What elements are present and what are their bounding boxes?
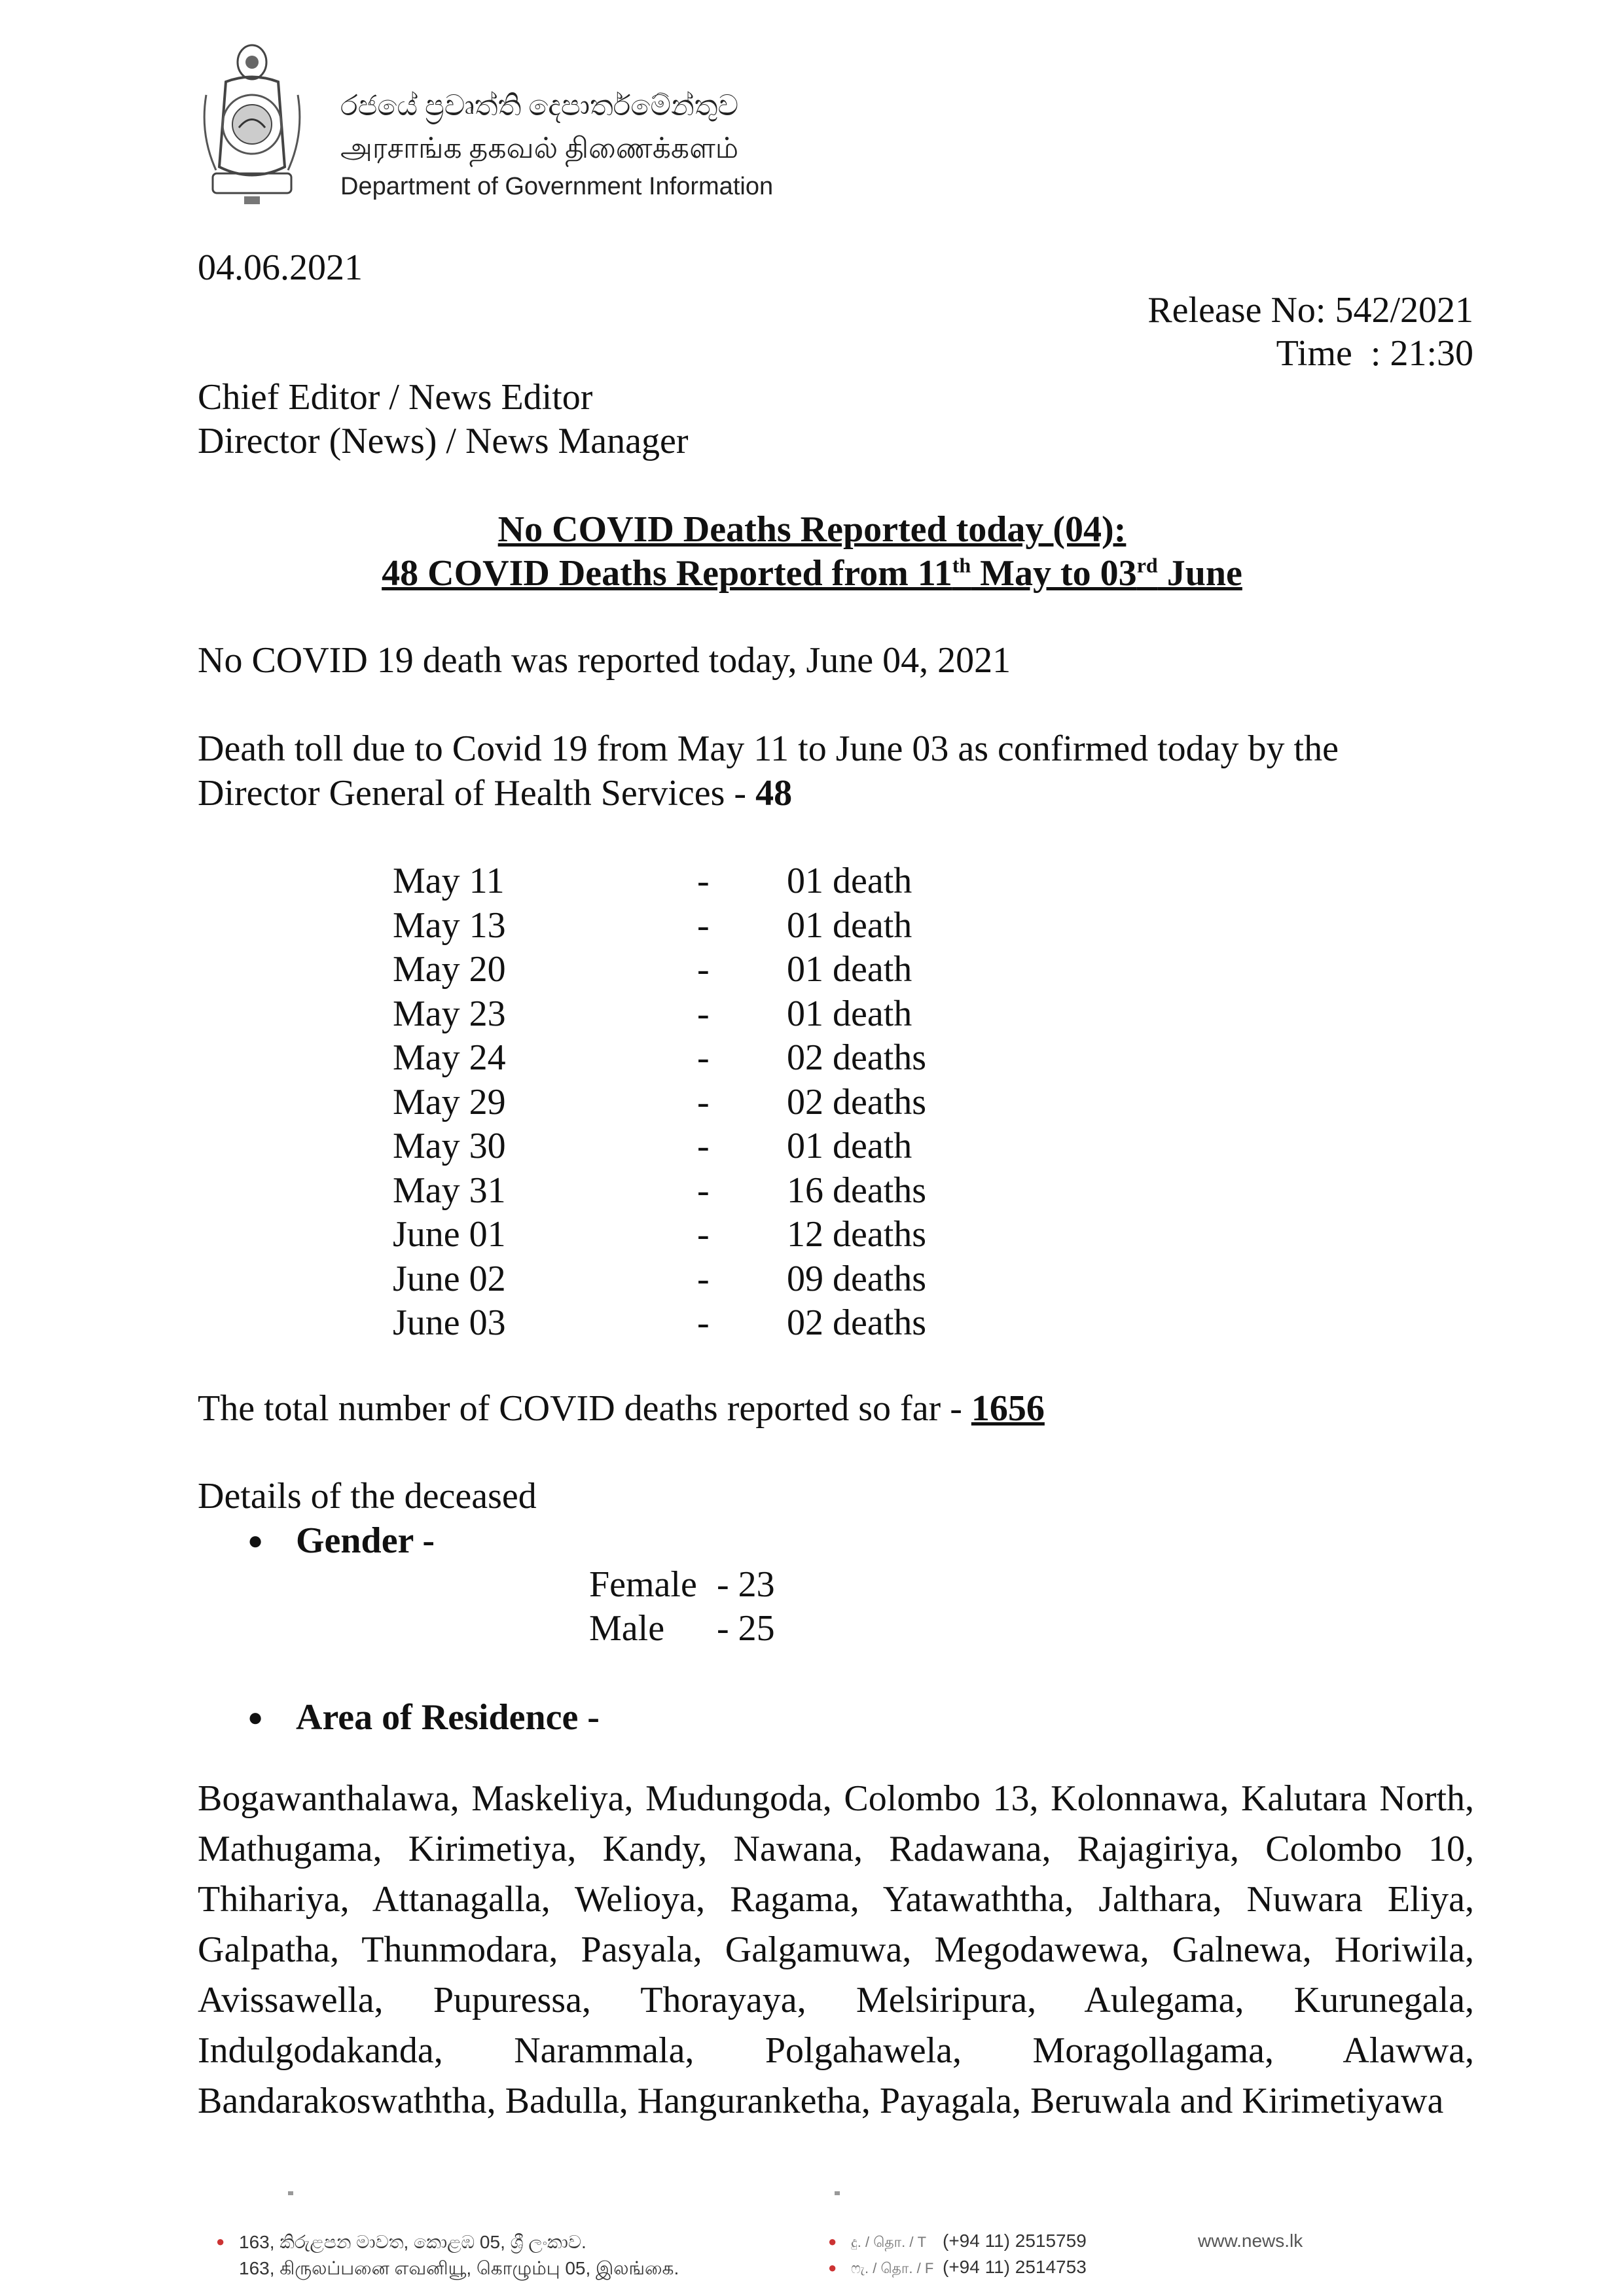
deaths-table-count: 09 deaths bbox=[787, 1258, 927, 1299]
details-heading: Details of the deceased bbox=[198, 1476, 537, 1516]
deaths-table-count: 02 deaths bbox=[787, 1037, 927, 1078]
deaths-table-date: May 11 bbox=[393, 861, 505, 901]
deaths-table-dash: - bbox=[697, 993, 710, 1034]
addressee-line-2: Director (News) / News Manager bbox=[198, 421, 689, 461]
deaths-table-dash: - bbox=[697, 1126, 710, 1166]
deaths-table-dash: - bbox=[697, 1302, 710, 1343]
gender-heading: Gender - bbox=[296, 1520, 435, 1561]
intro-paragraph: No COVID 19 death was reported today, June 04, 2021 bbox=[198, 640, 1011, 681]
deaths-table-count: 16 deaths bbox=[787, 1170, 927, 1211]
area-of-residence-heading: Area of Residence - bbox=[296, 1697, 600, 1738]
footer-telephone: (+94 11) 2515759 bbox=[943, 2231, 1087, 2251]
deaths-table-dash: - bbox=[697, 1037, 710, 1078]
bullet-icon: ● bbox=[828, 2259, 837, 2276]
department-name-sinhala: රජයේ ප්‍රවෘත්ති දෙපාර්තමේන්තුව bbox=[340, 90, 739, 122]
bullet-icon: ● bbox=[247, 1526, 264, 1555]
footer-address-sinhala: 163, කිරුළපන මාවත, කොළඹ 05, ශ්‍රී ලංකාව. bbox=[239, 2232, 586, 2252]
deaths-table-date: June 01 bbox=[393, 1214, 506, 1255]
footer-fax-label: ෆැ. / தொ. / F bbox=[851, 2260, 934, 2276]
deaths-table-date: May 24 bbox=[393, 1037, 506, 1078]
footer-fax: (+94 11) 2514753 bbox=[943, 2257, 1087, 2277]
document-date: 04.06.2021 bbox=[198, 247, 363, 288]
footer-mark bbox=[835, 2191, 840, 2195]
department-name-tamil: அரசாங்க தகவல் திணைக்களம் bbox=[340, 132, 739, 164]
death-toll-value: 48 bbox=[755, 773, 793, 814]
total-deaths-line bbox=[198, 1386, 1045, 1431]
deaths-table-dash: - bbox=[697, 949, 710, 990]
headline-part: 48 COVID Deaths Reported from 11 bbox=[382, 553, 952, 594]
government-emblem-logo bbox=[187, 36, 317, 206]
deaths-table-count: 01 death bbox=[787, 905, 912, 946]
deaths-table-date: May 13 bbox=[393, 905, 506, 946]
female-label: Female bbox=[589, 1564, 697, 1605]
bullet-icon: ● bbox=[247, 1702, 264, 1732]
addressee-line-1: Chief Editor / News Editor bbox=[198, 377, 593, 418]
footer-mark bbox=[288, 2191, 293, 2195]
bullet-icon: ● bbox=[216, 2233, 225, 2250]
bullet-icon: ● bbox=[828, 2233, 837, 2250]
footer-address-tamil: 163, கிருலப்பனை எவனியூ, கொழும்பு 05, இலங்கை. bbox=[239, 2258, 679, 2278]
release-number: Release No: 542/2021 bbox=[1147, 290, 1473, 331]
deaths-table-date: May 20 bbox=[393, 949, 506, 990]
deaths-table-count: 12 deaths bbox=[787, 1214, 927, 1255]
deaths-table-count: 01 death bbox=[787, 861, 912, 901]
death-toll-line-1: Death toll due to Covid 19 from May 11 to June 03 as confirmed today by the bbox=[198, 728, 1339, 769]
deaths-table-date: May 30 bbox=[393, 1126, 506, 1166]
deaths-table-dash: - bbox=[697, 861, 710, 901]
headline-part: June bbox=[1157, 553, 1242, 594]
deaths-table-count: 01 death bbox=[787, 949, 912, 990]
headline-part: May to 03 bbox=[971, 553, 1137, 594]
death-toll-label: Director General of Health Services - bbox=[198, 773, 756, 814]
release-time: Time : 21:30 bbox=[1276, 333, 1473, 374]
areas-of-residence-list: Bogawanthalawa, Maskeliya, Mudungoda, Colombo 13, Kolonnawa, Kalutara North, Mathugama, Kirimetiya, Kandy, Nawana, Radawana, Rajagiriya, Colombo 10, Thihariya, Attanagalla, Welioya, Ragama, Yatawaththa, Jalthara, Nuwara Eliya, Galpatha, Thunmodara, Pasyala, Galgamuwa, Megodawewa, Galnewa, Horiwila, Avissawella, Pupuressa, Thorayaya, Melsiripura, Aulegama, Kurunegala, Indulgodakanda, Narammala, Polgahawela, Moragollagama, Alawwa, Bandarakoswaththa, Badulla, Hanguranketha, Payagala, Beruwala and Kirimetiyawa bbox=[198, 1778, 1474, 2121]
deaths-table-count: 02 deaths bbox=[787, 1081, 927, 1122]
deaths-table-dash: - bbox=[697, 1170, 710, 1211]
deaths-table-date: May 29 bbox=[393, 1081, 506, 1122]
headline-line-2 bbox=[0, 551, 1624, 596]
deaths-table-dash: - bbox=[697, 1214, 710, 1255]
death-toll-line-2 bbox=[198, 771, 792, 816]
deaths-table-count: 02 deaths bbox=[787, 1302, 927, 1343]
deaths-table-date: June 02 bbox=[393, 1258, 506, 1299]
male-label: Male bbox=[589, 1608, 665, 1649]
deaths-table-date: May 23 bbox=[393, 993, 506, 1034]
department-name-english: Department of Government Information bbox=[340, 173, 774, 200]
headline-superscript: th bbox=[952, 553, 971, 577]
total-deaths-label: The total number of COVID deaths reported so far - bbox=[198, 1388, 971, 1429]
footer-tel-label: දු. / தொ. / T bbox=[851, 2234, 927, 2250]
deaths-table-date: June 03 bbox=[393, 1302, 506, 1343]
deaths-table-date: May 31 bbox=[393, 1170, 506, 1211]
headline-superscript: rd bbox=[1136, 553, 1158, 577]
footer-website: www.news.lk bbox=[1198, 2231, 1303, 2251]
total-deaths-value: 1656 bbox=[971, 1388, 1045, 1429]
deaths-table-dash: - bbox=[697, 1081, 710, 1122]
female-count: - 23 bbox=[717, 1564, 775, 1605]
male-count: - 25 bbox=[717, 1608, 775, 1649]
deaths-table-count: 01 death bbox=[787, 1126, 912, 1166]
deaths-table-dash: - bbox=[697, 905, 710, 946]
deaths-table-count: 01 death bbox=[787, 993, 912, 1034]
headline-line-1: No COVID Deaths Reported today (04): bbox=[497, 509, 1127, 550]
deaths-table-dash: - bbox=[697, 1258, 710, 1299]
